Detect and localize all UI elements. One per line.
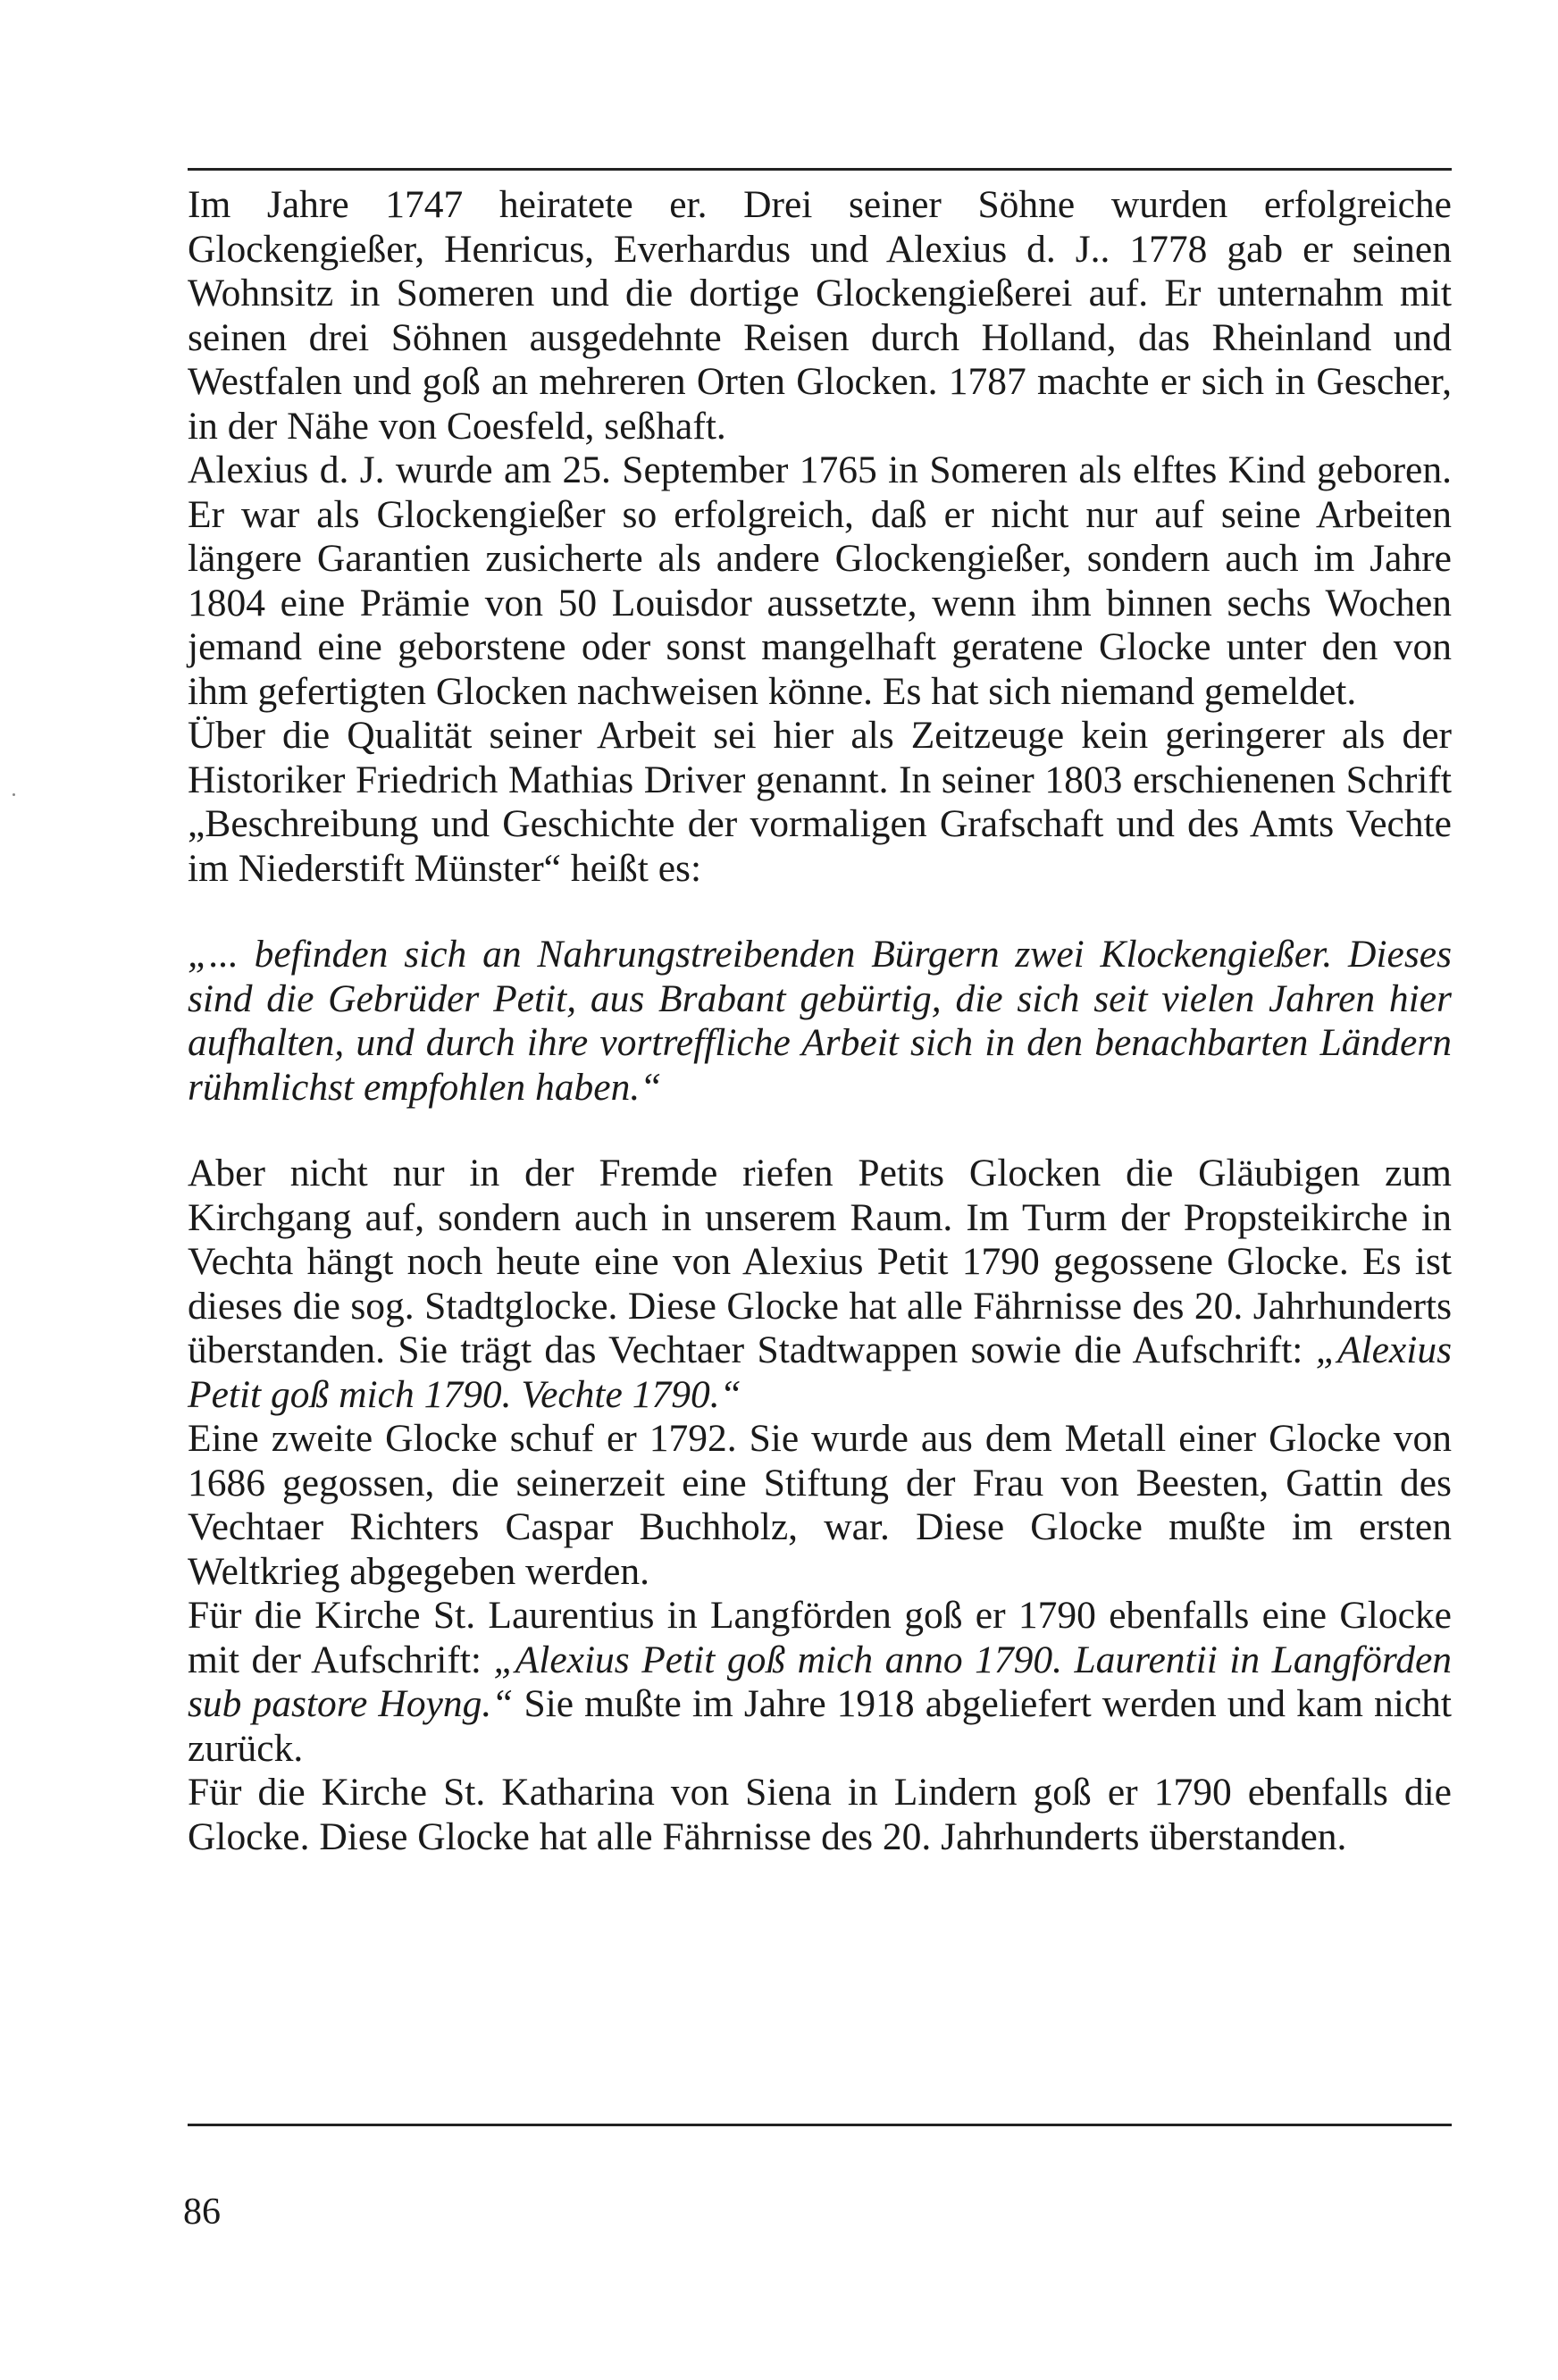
quotation-block: [188, 933, 1452, 1110]
paragraph-5: Eine zweite Glocke schuf er 1792. Sie wurde aus dem Metall einer Glocke von 1686 gegossen, die seinerzeit eine Stiftung der Frau von Beesten, Gattin des Vechtaer Richters Caspar Buchholz, war. Diese Glocke mußte im ersten Weltkrieg abgegeben werden.: [188, 1417, 1452, 1593]
paragraph-6-after: Sie mußte im Jahre 1918 abgeliefert werden und kam nicht zurück.: [188, 1682, 1452, 1770]
paragraph-6-before: Für die Kirche St. Laurentius in Langförden goß er 1790 ebenfalls eine Glocke mit der Aufschrift:: [188, 1594, 1452, 1681]
margin-speck: [13, 793, 15, 796]
paragraph-6: [188, 1594, 1452, 1771]
paragraph-7: Für die Kirche St. Katharina von Siena in Lindern goß er 1790 ebenfalls die Glocke. Diese Glocke hat alle Fährnisse des 20. Jahrhunderts überstanden.: [188, 1771, 1452, 1858]
paragraph-1: Im Jahre 1747 heiratete er. Drei seiner Söhne wurden erfolgreiche Glockengießer, Henricus, Everhardus und Alexius d. J.. 1778 gab er seinen Wohnsitz in Someren und die dortige Glockengießerei auf. Er unternahm mit seinen drei Söhnen ausgedehnte Reisen durch Holland, das Rheinland und Westfalen und goß an mehreren Orten Glocken. 1787 machte er sich in Gescher, in der Nähe von Coesfeld, seßhaft.: [188, 183, 1452, 448]
bottom-rule: [188, 2124, 1452, 2126]
paragraph-3: Über die Qualität seiner Arbeit sei hier als Zeitzeuge kein geringerer als der Historiker Friedrich Mathias Driver genannt. In seiner 1803 erschienenen Schrift „Beschreibung und Geschichte der vormaligen Grafschaft und des Amts Vechte im Niederstift Münster“ heißt es:: [188, 714, 1452, 890]
body-text: [188, 183, 1452, 1859]
quotation-text: „... befinden sich an Nahrungstreibenden Bürgern zwei Klockengießer. Dieses sind die Gebrüder Petit, aus Brabant gebürtig, die sich seit vielen Jahren hier aufhalten, und durch ihre vortreffliche Arbeit sich in den benachbarten Ländern rühmlichst empfohlen haben.“: [188, 933, 1452, 1109]
top-rule: [188, 168, 1452, 171]
paragraph-4: [188, 1152, 1452, 1417]
page-number: 86: [183, 2191, 221, 2233]
paragraph-6-inscription: „Alexius Petit goß mich anno 1790. Laurentii in Langförden sub pastore Hoyng.“: [188, 1638, 1452, 1725]
paragraph-2: Alexius d. J. wurde am 25. September 1765 in Someren als elftes Kind geboren. Er war als Glockengießer so erfolgreich, daß er nicht nur auf seine Arbeiten längere Garantien zusicherte als andere Glockengießer, sondern auch im Jahre 1804 eine Prämie von 50 Louisdor aussetzte, wenn ihm binnen sechs Wochen jemand eine geborstene oder sonst mangelhaft geratene Glocke unter den von ihm gefertigten Glocken nachweisen könne. Es hat sich niemand gemeldet.: [188, 448, 1452, 713]
paragraph-4-inscription: „Alexius Petit goß mich 1790. Vechte 1790.“: [188, 1328, 1452, 1416]
paragraph-4-text: Aber nicht nur in der Fremde riefen Petits Glocken die Gläubigen zum Kirchgang auf, sondern auch in unserem Raum. Im Turm der Propsteikirche in Vechta hängt noch heute eine von Alexius Petit 1790 gegossene Glocke. Es ist dieses die sog. Stadtglocke. Diese Glocke hat alle Fährnisse des 20. Jahrhunderts überstanden. Sie trägt das Vechtaer Stadtwappen sowie die Aufschrift:: [188, 1152, 1452, 1371]
